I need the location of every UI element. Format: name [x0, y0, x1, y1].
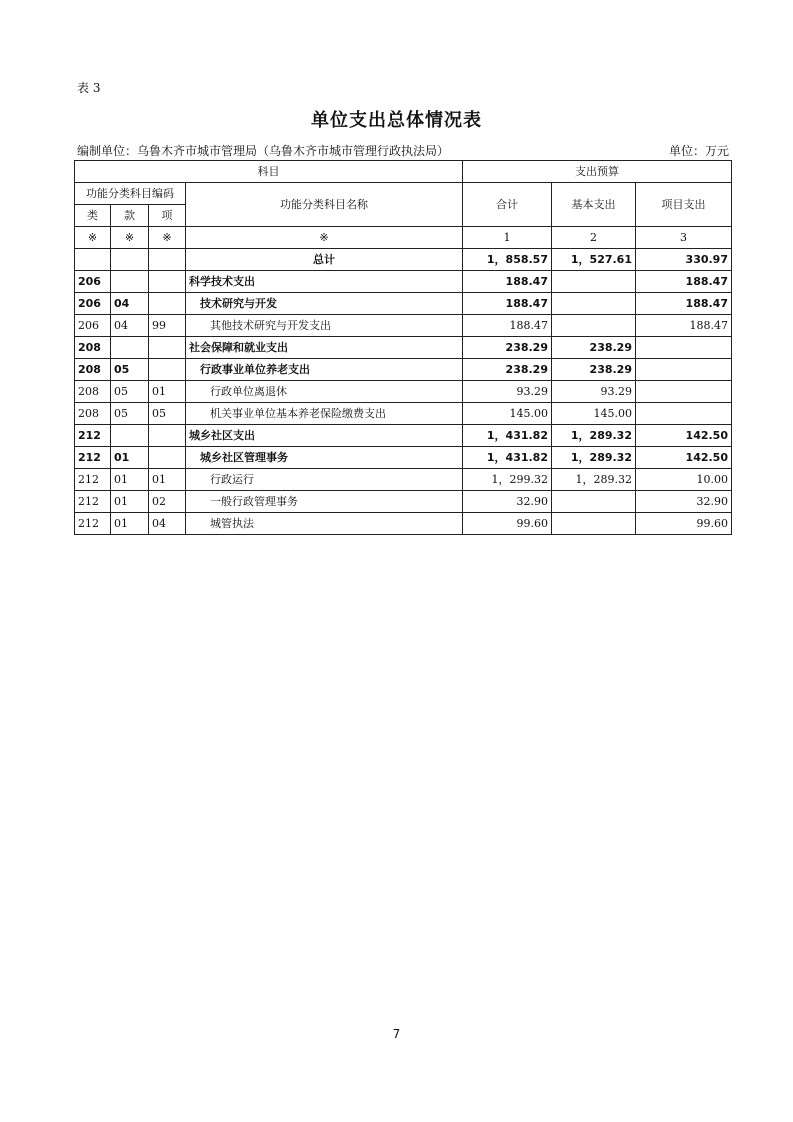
header-total: 合计: [463, 183, 552, 227]
amount-basic: 93.29: [552, 381, 636, 403]
code-xiang: 99: [149, 315, 186, 337]
amount-project: 99.60: [636, 513, 732, 535]
amount-total: 93.29: [463, 381, 552, 403]
table-row: [75, 315, 732, 337]
amount-project: 188.47: [636, 293, 732, 315]
mark-cell: ※: [111, 227, 149, 249]
subject-name: 城乡社区支出: [186, 425, 463, 447]
table-body: [75, 249, 732, 271]
amount-total: 99.60: [463, 513, 552, 535]
column-index-2: 2: [552, 227, 636, 249]
code-kuan: 05: [111, 359, 149, 381]
total-basic: 1，527.61: [552, 249, 636, 271]
code-lei: 206: [75, 293, 111, 315]
code-lei: 212: [75, 513, 111, 535]
amount-total: 188.47: [463, 315, 552, 337]
code-xiang: 02: [149, 491, 186, 513]
header-name: 功能分类科目名称: [186, 183, 463, 227]
amount-project: [636, 359, 732, 381]
table-row: [75, 293, 732, 315]
code-lei: 208: [75, 403, 111, 425]
amount-project: [636, 403, 732, 425]
table-header: [75, 161, 732, 249]
amount-total: 238.29: [463, 337, 552, 359]
subject-name: 其他技术研究与开发支出: [186, 315, 463, 337]
table-row: [75, 425, 732, 447]
subject-name: 行政事业单位养老支出: [186, 359, 463, 381]
code-xiang: [149, 337, 186, 359]
code-lei: 206: [75, 315, 111, 337]
amount-total: 188.47: [463, 293, 552, 315]
code-kuan: 05: [111, 403, 149, 425]
code-xiang: 01: [149, 381, 186, 403]
code-xiang: [149, 425, 186, 447]
table-number: 表 3: [77, 81, 101, 95]
currency-unit: 单位：万元: [668, 144, 729, 158]
code-xiang: [149, 293, 186, 315]
total-label: 总计: [186, 249, 463, 271]
code-lei: 212: [75, 491, 111, 513]
amount-total: 32.90: [463, 491, 552, 513]
total-amount: 1，858.57: [463, 249, 552, 271]
mark-cell: ※: [149, 227, 186, 249]
code-kuan: 04: [111, 315, 149, 337]
amount-project: 10.00: [636, 469, 732, 491]
amount-basic: 238.29: [552, 337, 636, 359]
code-kuan: 01: [111, 513, 149, 535]
amount-basic: 1，289.32: [552, 469, 636, 491]
code-xiang: 05: [149, 403, 186, 425]
column-index-3: 3: [636, 227, 732, 249]
amount-total: 1，299.32: [463, 469, 552, 491]
page-number: 7: [392, 1027, 401, 1041]
total-project: 330.97: [636, 249, 732, 271]
subject-name: 机关事业单位基本养老保险缴费支出: [186, 403, 463, 425]
header-project: 项目支出: [636, 183, 732, 227]
table-row: [75, 403, 732, 425]
header-budget: 支出预算: [463, 161, 732, 183]
amount-project: 188.47: [636, 315, 732, 337]
code-lei: 212: [75, 447, 111, 469]
header-subject: 科目: [75, 161, 463, 183]
header-lei: 类: [75, 205, 111, 227]
code-xiang: [149, 359, 186, 381]
amount-project: [636, 381, 732, 403]
mark-cell: ※: [75, 227, 111, 249]
code-lei: 208: [75, 337, 111, 359]
amount-total: 188.47: [463, 271, 552, 293]
header-kuan: 款: [111, 205, 149, 227]
code-kuan: [111, 271, 149, 293]
amount-total: 1，431.82: [463, 425, 552, 447]
code-xiang: [149, 271, 186, 293]
code-xiang: 04: [149, 513, 186, 535]
code-kuan: 01: [111, 491, 149, 513]
amount-basic: [552, 271, 636, 293]
subject-name: 城管执法: [186, 513, 463, 535]
code-kuan: [111, 425, 149, 447]
amount-basic: 1，289.32: [552, 447, 636, 469]
table-rows: [75, 271, 732, 535]
amount-basic: [552, 293, 636, 315]
table-row: [75, 469, 732, 491]
subject-name: 科学技术支出: [186, 271, 463, 293]
table-row: [75, 271, 732, 293]
header-basic: 基本支出: [552, 183, 636, 227]
amount-basic: [552, 513, 636, 535]
code-xiang: 01: [149, 469, 186, 491]
code-lei: 206: [75, 271, 111, 293]
expenditure-table: [74, 160, 732, 535]
code-lei: 208: [75, 381, 111, 403]
code-kuan: 04: [111, 293, 149, 315]
subject-name: 行政单位离退休: [186, 381, 463, 403]
amount-total: 238.29: [463, 359, 552, 381]
amount-basic: [552, 315, 636, 337]
table-row: [75, 381, 732, 403]
header-code-group: 功能分类科目编码: [75, 183, 186, 205]
code-lei: 212: [75, 469, 111, 491]
subject-name: 技术研究与开发: [186, 293, 463, 315]
code-xiang: [149, 447, 186, 469]
subject-name: 一般行政管理事务: [186, 491, 463, 513]
compiling-unit: 编制单位：乌鲁木齐市城市管理局（乌鲁木齐市城市管理行政执法局）: [77, 144, 450, 158]
amount-project: [636, 337, 732, 359]
code-kuan: 01: [111, 447, 149, 469]
amount-basic: 145.00: [552, 403, 636, 425]
table-row: [75, 337, 732, 359]
code-lei: 208: [75, 359, 111, 381]
column-index-1: 1: [463, 227, 552, 249]
amount-project: 32.90: [636, 491, 732, 513]
amount-basic: [552, 491, 636, 513]
code-kuan: 01: [111, 469, 149, 491]
table-row: [75, 513, 732, 535]
amount-project: 142.50: [636, 447, 732, 469]
table-row: [75, 491, 732, 513]
amount-total: 145.00: [463, 403, 552, 425]
code-lei: 212: [75, 425, 111, 447]
amount-basic: 1，289.32: [552, 425, 636, 447]
page-title: 单位支出总体情况表: [311, 110, 482, 131]
total-row: [75, 249, 732, 271]
code-kuan: [111, 337, 149, 359]
subject-name: 社会保障和就业支出: [186, 337, 463, 359]
code-kuan: 05: [111, 381, 149, 403]
amount-project: 188.47: [636, 271, 732, 293]
header-xiang: 项: [149, 205, 186, 227]
subject-name: 行政运行: [186, 469, 463, 491]
amount-total: 1，431.82: [463, 447, 552, 469]
table-row: [75, 447, 732, 469]
table-row: [75, 359, 732, 381]
subject-name: 城乡社区管理事务: [186, 447, 463, 469]
amount-project: 142.50: [636, 425, 732, 447]
amount-basic: 238.29: [552, 359, 636, 381]
mark-cell: ※: [186, 227, 463, 249]
